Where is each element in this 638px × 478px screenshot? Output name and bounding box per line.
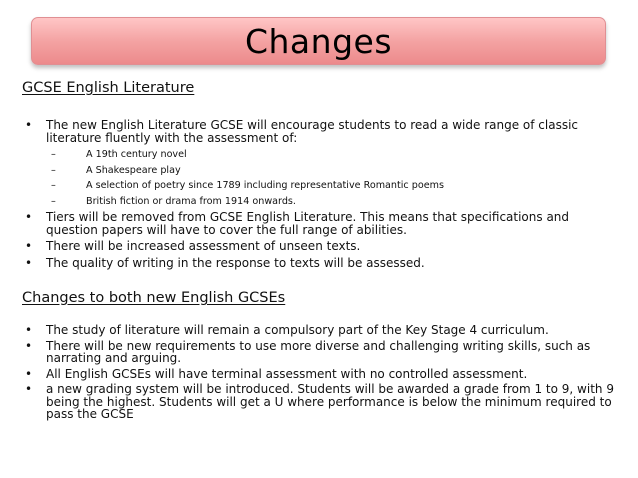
sub-list-item xyxy=(46,163,622,179)
list-item-text: There will be new requirements to use more diverse and challenging writing skills, such as narrating and arguing. xyxy=(46,338,591,365)
sub-item-text: British fiction or drama from 1914 onwards. xyxy=(86,195,296,207)
list-item xyxy=(22,324,622,337)
list-item-text: a new grading system will be introduced. Students will be awarded a grade from 1 to 9, with 9 being the highest. Students will get a U where performance is below the minimum required to pass the GCSE xyxy=(46,382,614,421)
sub-item-text: A selection of poetry since 1789 including representative Romantic poems xyxy=(86,180,444,191)
sub-item-text: A Shakespeare play xyxy=(86,164,181,176)
list-item-text: The new English Literature GCSE will encourage students to read a wide range of classic literature fluently with the assessment of: xyxy=(46,118,579,145)
bullet-marker: • xyxy=(25,239,33,253)
sub-list xyxy=(46,147,622,209)
section-heading: GCSE English Literature xyxy=(22,80,195,96)
sub-item-text: A 19th century novel xyxy=(86,149,187,160)
list-item-text: All English GCSEs will have terminal assessment with no controlled assessment. xyxy=(46,366,528,381)
list-item xyxy=(22,211,622,236)
list-item xyxy=(22,257,622,270)
list-item-text: Tiers will be removed from GCSE English Literature. This means that specifications and question papers will have to cover the full range of abilities. xyxy=(46,210,570,237)
slide-title: Changes xyxy=(244,21,393,61)
dash-marker: – xyxy=(51,180,56,191)
dash-marker: – xyxy=(51,149,56,160)
bullet-marker: • xyxy=(25,366,33,381)
title-banner xyxy=(31,17,606,65)
dash-marker: – xyxy=(51,195,56,207)
bullet-list xyxy=(22,324,622,421)
list-item-text: The study of literature will remain a compulsory part of the Key Stage 4 curriculum. xyxy=(46,323,549,337)
bullet-marker: • xyxy=(25,210,33,224)
list-item xyxy=(22,240,622,253)
section-changes-both-gcses xyxy=(22,290,622,421)
list-item xyxy=(22,368,622,381)
sub-list-item xyxy=(46,194,622,210)
bullet-marker: • xyxy=(25,382,33,396)
section-gcse-english-literature xyxy=(22,80,622,269)
list-item-text: There will be increased assessment of unseen texts. xyxy=(46,239,361,253)
list-item-text: The quality of writing in the response to texts will be assessed. xyxy=(46,255,425,270)
sub-list-item xyxy=(46,147,622,163)
bullet-list xyxy=(22,119,622,269)
bullet-marker: • xyxy=(25,323,33,337)
sub-list-item xyxy=(46,178,622,194)
list-item xyxy=(22,119,622,209)
bullet-marker: • xyxy=(25,338,33,353)
bullet-marker: • xyxy=(25,255,33,270)
bullet-marker: • xyxy=(25,118,33,132)
list-item xyxy=(22,383,622,421)
dash-marker: – xyxy=(51,164,56,176)
section-heading: Changes to both new English GCSEs xyxy=(22,290,286,306)
list-item xyxy=(22,340,622,365)
